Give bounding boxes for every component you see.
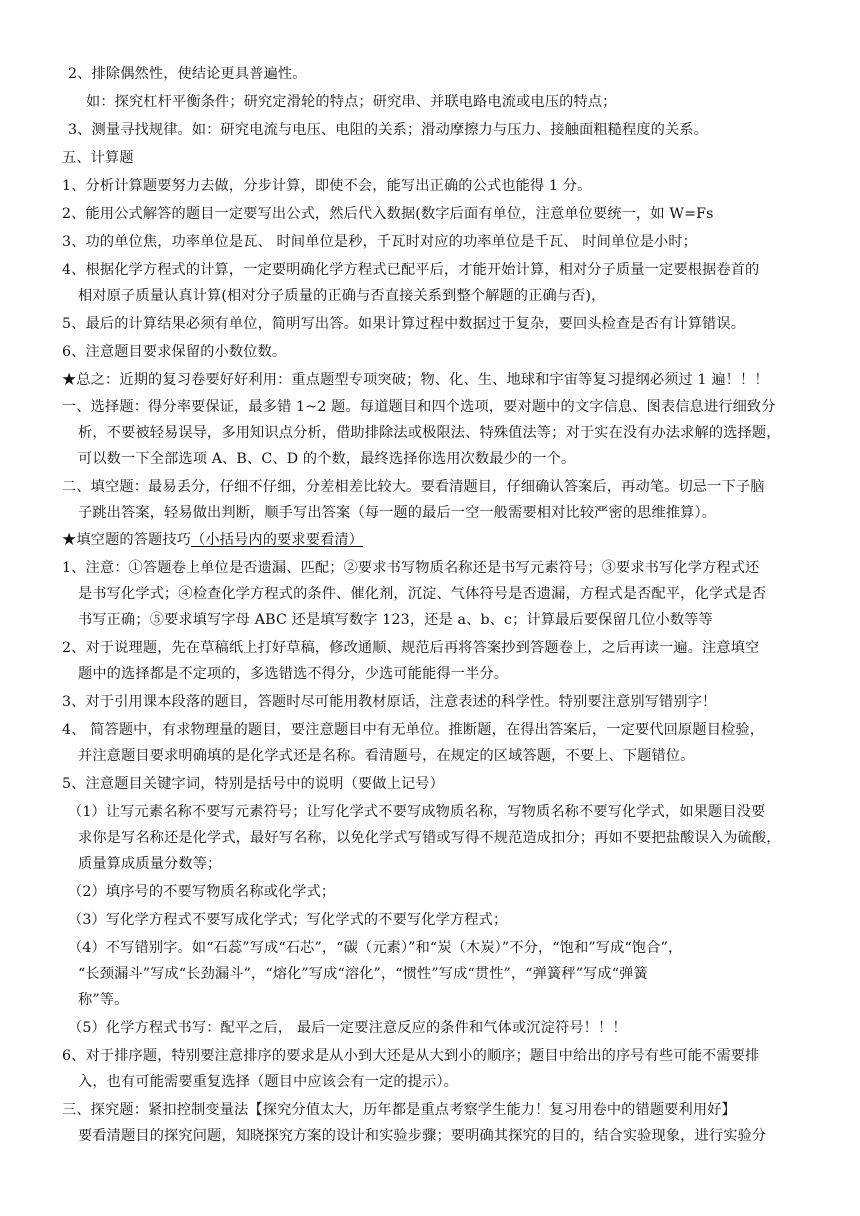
text-line: 6、对于排序题，特别要注意排序的要求是从小到大还是从大到小的顺序；题目中给出的序号有些可能不需要排 [62, 1048, 760, 1064]
text-line: 子跳出答案，轻易做出判断，顺手写出答案（每一题的最后一空一般需要相对比较严密的思维推算）。 [78, 505, 717, 521]
text-line: 6、注意题目要求保留的小数位数。 [62, 344, 287, 360]
text-line: 如：探究杠杆平衡条件；研究定滑轮的特点；研究串、并联电路电流或电压的特点； [86, 94, 617, 110]
text-line: 2、排除偶然性，使结论更具普遍性。 [68, 66, 307, 82]
tips-heading-line [62, 530, 802, 550]
text-line: 4、 简答题中，有求物理量的题目，要注意题目中有无单位。推断题，在得出答案后，一定要代回原题目检验， [62, 722, 765, 738]
text-line: 并注意题目要求明确填的是化学式还是名称。看清题号，在规定的区域答题，不要上、下题错位。 [78, 748, 695, 764]
text-line: 1、注意：①答题卷上单位是否遗漏、匹配；②要求书写物质名称还是书写元素符号；③要求书写化学方程式还 [62, 560, 760, 576]
text-line: 称”等。 [78, 992, 129, 1008]
section-heading: 二、填空题：最易丢分，仔细不仔细，分差相差比较大。要看清题目，仔细确认答案后，再动笔。切忌一下子脑 [62, 479, 765, 495]
text-line: 入，也有可能需要重复选择（题目中应该会有一定的提示）。 [78, 1074, 459, 1090]
text-line: （2）填序号的不要写物质名称或化学式； [68, 884, 336, 900]
section-heading: 三、探究题：紧扣控制变量法【探究分值太大，历年都是重点考察学生能力！复习用卷中的错题要利用好】 [62, 1102, 736, 1118]
text-line: （4）不写错别字。如“石蕊”写成“石芯”，“碳（元素）”和“炭（木炭）”不分，“饱和”写成“饱合”， [68, 940, 683, 956]
text-line: 相对原子质量认真计算(相对分子质量的正确与否直接关系到整个解题的正确与否)， [78, 288, 606, 304]
text-line: 3、功的单位焦，功率单位是瓦、 时间单位是秒，千瓦时对应的功率单位是千瓦、 时间单位是小时； [62, 234, 698, 250]
text-line: 质量算成质量分数等； [78, 856, 222, 872]
text-line: （3）写化学方程式不要写成化学式；写化学式的不要写化学方程式； [68, 912, 508, 928]
text-line: 3、测量寻找规律。如：研究电流与电压、电阻的关系；滑动摩擦力与压力、接触面粗糙程度的关系。 [68, 122, 709, 138]
text-line: 1、分析计算题要努力去做，分步计算，即使不会，能写出正确的公式也能得 1 分。 [62, 178, 592, 194]
text-line: 2、能用公式解答的题目一定要写出公式，然后代入数据(数字后面有单位，注意单位要统一，如 W=Fs [62, 206, 714, 222]
text-line: 析，不要被轻易误导，多用知识点分析，借助排除法或极限法、特殊值法等；对于实在没有办法求解的选择题， [78, 425, 781, 441]
text-line: 是书写化学式；④检查化学方程式的条件、催化剂，沉淀、气体符号是否遗漏，方程式是否配平，化学式是否 [78, 586, 767, 602]
text-line: “长颈漏斗”写成“长劲漏斗”，“熔化”写成“溶化”，“惯性”写成“贯性”，“弹簧秤”写成“弹簧 [78, 966, 648, 982]
text-line: 5、注意题目关键字词，特别是括号中的说明（要做上记号） [62, 776, 444, 792]
summary-line: ★总之：近期的复习卷要好好利用：重点题型专项突破；物、化、生、地球和宇宙等复习提纲必须过 1 遍！！！ [62, 372, 769, 388]
text-line: 要看清题目的探究问题，知晓探究方案的设计和实验步骤；要明确其探究的目的，结合实验现象，进行实验分 [78, 1128, 767, 1144]
text-line: 求你是写名称还是化学式，最好写名称，以免化学式写错或写得不规范造成扣分；再如不要把盐酸误入为硫酸， [78, 830, 781, 846]
text-line: 书写正确；⑤要求填写字母 ABC 还是填写数字 123，还是 a、b、c；计算最后要保留几位小数等等 [78, 612, 713, 628]
text-line: 题中的选择都是不定项的，多选错选不得分，少选可能能得一半分。 [78, 666, 509, 682]
section-heading: 五、计算题 [62, 150, 134, 166]
tips-heading: ★填空题的答题技巧 [62, 532, 192, 548]
text-line: （5）化学方程式书写：配平之后， 最后一定要注意反应的条件和气体或沉淀符号！！！ [68, 1020, 627, 1036]
text-line: （1）让写元素名称不要写元素符号；让写化学式不要写成物质名称，写物质名称不要写化学式，如果题目没要 [68, 804, 766, 820]
tips-heading-note: （小括号内的要求要看清） [191, 532, 364, 548]
text-line: 2、对于说理题，先在草稿纸上打好草稿，修改通顺、规范后再将答案抄到答题卷上，之后再读一遍。注意填空 [62, 640, 760, 656]
text-line: 3、对于引用课本段落的题目，答题时尽可能用教材原话，注意表述的科学性。特别要注意别写错别字！ [62, 694, 717, 710]
section-heading: 一、选择题：得分率要保证，最多错 1~2 题。每道题目和四个选项，要对题中的文字信息、图表信息进行细致分 [62, 399, 776, 415]
text-line: 可以数一下全部选项 A、B、C、D 的个数，最终选择你选用次数最少的一个。 [78, 451, 576, 467]
text-line: 4、根据化学方程式的计算，一定要明确化学方程式已配平后，才能开始计算，相对分子质量一定要根据卷首的 [62, 262, 760, 278]
text-line: 5、最后的计算结果必须有单位，简明写出答。如果计算过程中数据过于复杂，要回头检查是否有计算错误。 [62, 316, 746, 332]
